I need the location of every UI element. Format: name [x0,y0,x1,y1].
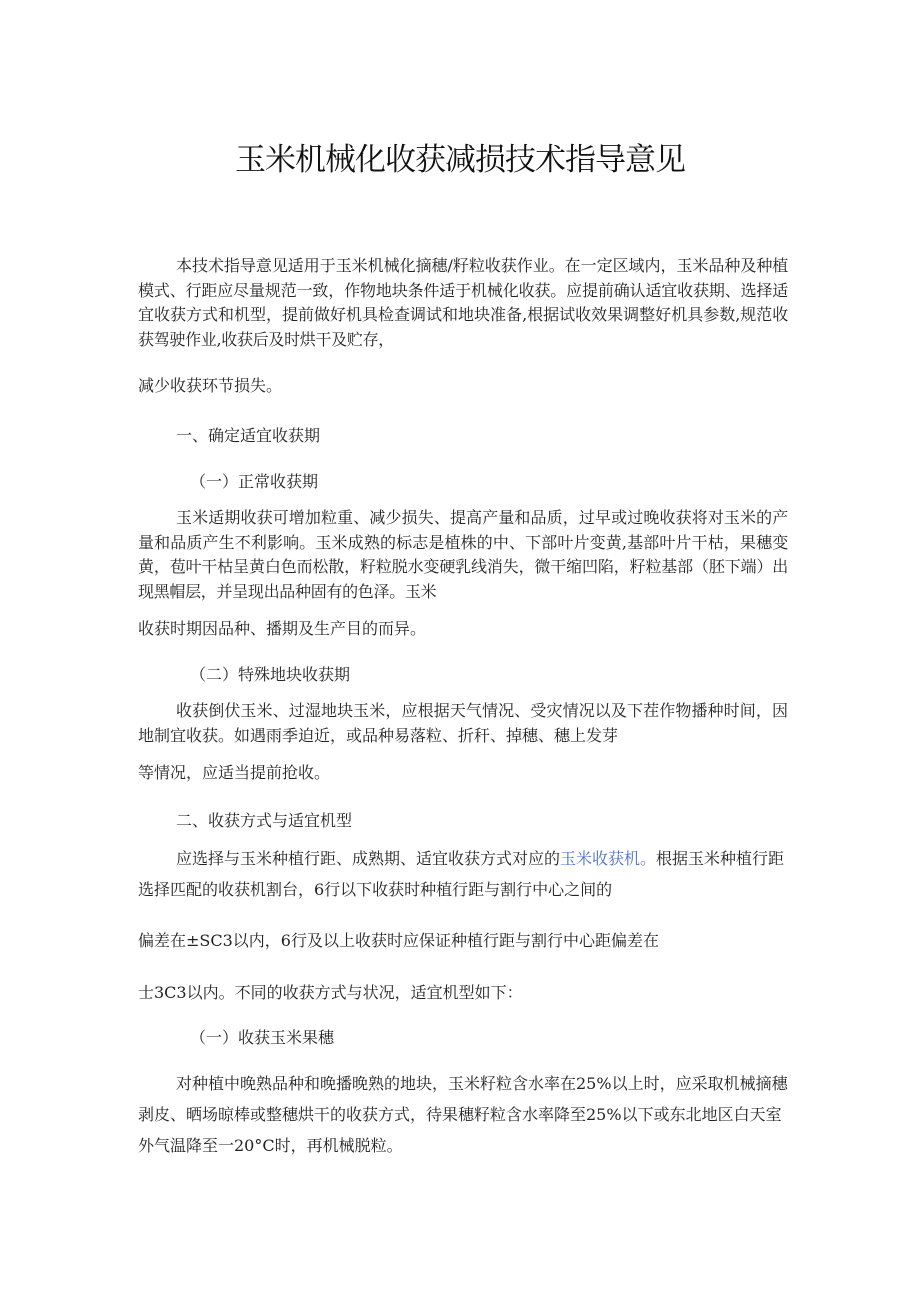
section-heading-2: 二、收获方式与适宜机型 [176,811,353,830]
corn-harvester-link[interactable]: 玉米收获机。 [560,849,657,868]
section-heading-1: 一、确定适宜收获期 [176,426,321,445]
intro-paragraph: 本技术指导意见适用于玉米机械化摘穗/籽粒收获作业。在一定区域内，玉米品种及种植模式、行距应尽量规范一致，作物地块条件适于机械化收获。应提前确认适宜收获期、选择适宜收获方式和机型，提前做好机具检查调试和地块准备,根据试收效果调整好机具参数,规范收获驾驶作业,收获后及时烘干及贮存， [138,256,788,349]
normal-harvest-continuation: 收获时期因品种、播期及生产目的而异。 [138,619,427,638]
normal-harvest-paragraph: 玉米适期收获可增加粒重、减少损失、提高产量和品质，过早或过晚收获将对玉米的产量和品质产生不利影响。玉米成熟的标志是植株的中、下部叶片变黄,基部叶片干枯，果穗变黄，苞叶干枯呈黄白色而松散，籽粒脱水变硬乳线消失，微干缩凹陷，籽粒基部（胚下端）出现黑帽层，并呈现出品种固有的色泽。玉米 [138,508,788,601]
intro-paragraph-continuation: 减少收获环节损失。 [138,376,283,395]
subsection-heading-1-1: （一）正常收获期 [190,472,319,491]
page-title: 玉米机械化收获减损技术指导意见 [235,142,685,178]
subsection-heading-1-2: （二）特殊地块收获期 [190,665,351,684]
machine-type-text: 应选择与玉米种植行距、成熟期、适宜收获方式对应的 [176,849,561,868]
machine-type-text-cont: 根据玉米种植行距选择匹配的收获机割台，6行以下收获时种植行距与割行中心之间的 [138,849,785,899]
machine-type-line-3: 士3C3以内。不同的收获方式与状况，适宜机型如下： [138,983,523,1002]
machine-type-paragraph [138,843,788,905]
special-plot-paragraph: 收获倒伏玉米、过湿地块玉米，应根据天气情况、受灾情况以及下茬作物播种时间，因地制宜收获。如遇雨季迫近，或品种易落粒、折秆、掉穗、穗上发芽 [138,701,788,745]
ear-harvest-paragraph: 对种植中晚熟品种和晚播晚熟的地块，玉米籽粒含水率在25%以上时，应采取机械摘穗剥皮、晒场晾棒或整穗烘干的收获方式，待果穗籽粒含水率降至25%以下或东北地区白天室外气温降至一20°C时，再机械脱粒。 [138,1074,788,1155]
machine-type-line-2: 偏差在±SC3以内，6行及以上收获时应保证种植行距与割行中心距偏差在 [138,931,659,950]
special-plot-continuation: 等情况，应适当提前抢收。 [138,763,331,782]
subsection-heading-2-1: （一）收获玉米果穗 [190,1028,335,1047]
